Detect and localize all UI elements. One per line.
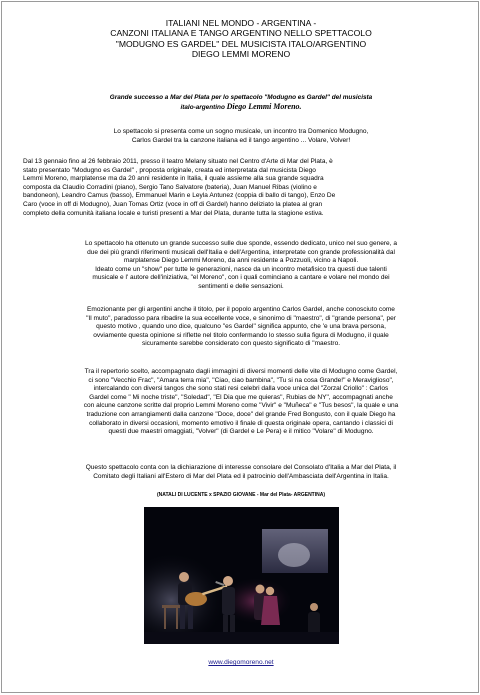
text-line: collaborato in diversi occasioni, momento emotivo il finale di questa originale opera, cantando i classici di [89,419,393,427]
website-link[interactable]: www.diegomoreno.net [208,659,274,666]
subtitle-artist-name: Diego Lemmi Moreno. [226,102,302,112]
paragraph-1 [23,158,459,218]
text-line: sicuramente sarebbe considerato con questo significato di "maestro. [141,340,341,348]
paragraph-2 [23,240,459,292]
text-line: composta da Claudio Corradini (piano), Sergio Tano Salvatore (bateria), Juan Manuel Ribas (violino e [23,183,317,191]
text-line: stato presentato "Modugno es Gardel" , proposta originale, creata ed interpretata dal musicista Diego [23,166,316,174]
subtitle-line: Grande successo a Mar del Plata per lo spettacolo "Modugno es Gardel" del musicista [109,94,373,101]
text-line: con alcune canzone scritte dal proprio Lemmi Moreno come "Vivir" e "Muñeca" e "Tus besos", la quale e una [83,402,399,410]
photo-illustration [144,507,339,644]
text-line: traduzione con arrangiamenti dalla canzone "Doce, doce" del grande Fred Bongusto, con il quale Diego ha [86,410,396,418]
headline-line: CANZONI ITALIANA E TANGO ARGENTINO NELLO SPETTACOLO [110,28,372,39]
text-line: Caro (voce in off di Modugno), Juan Tomas Ortiz (voce in off di Gardel) hanno deliziato la platea al gran [23,200,323,208]
text-line: ci sono "Vecchio Frac", "Amara terra mia", "Ciao, ciao bambina", "Tu si na cosa Grande!" e Meraviglioso", [88,376,394,384]
text-line: due dei più grandi riferimenti musicali dell'Italia e dell'Argentina, interpretate con grande professionalità dal [87,248,395,256]
text-line: "Il muto", paradosso para ribadire la sua eccellente voce, e sinonimo di "maestro", di "grande persona", per [86,314,396,322]
text-line: Tra il repertorio scelto, accompagnato dagli immagini di diversi momenti delle vite di Modugno come Gardel, [84,368,398,375]
text-line: questo motivo , quando uno dice, qualcuno "es Gardel" significa appunto, che 'e una brava persona, [96,323,386,331]
text-line: marplatense Diego Lemmi Moreno, da anni residente a Pozzuoli, vicino a Napoli. [123,257,359,265]
text-line: ovviamente questa opinione si riflette nel titolo confermando lo stesso sulla figura di Modugno, il quale [93,331,389,339]
headline-line: ITALIANI NEL MONDO - ARGENTINA - [165,18,317,28]
website-link-container [2,659,480,666]
text-line: completo della comunità italiana locale e turisti presenti a Mar del Plata, durante tutta la stagione estiva. [23,209,324,217]
text-line: bandoneon), Leandro Camus (basso), Emmanuel Marin e Leyla Antunez (coppia di ballo di tango), Enzo De [23,192,336,200]
text-line: Lo spettacolo ha ottenuto un grande successo sulle due sponde, essendo dedicato, unico nel suo genere, a [85,240,397,247]
headline-line: DIEGO LEMMI MORENO [191,49,291,60]
document-page [1,1,479,693]
subtitle-prefix: italo-argentino [180,104,225,112]
article-headline [32,18,450,60]
text-line: sentimenti e delle sensazioni. [198,282,284,290]
text-line: questi due maestri omaggiati, "Volver" (di Gardel e Le Pera) e il mitico "Volare" di Modugno. [108,428,374,436]
stage-performance-photo [144,507,339,644]
intro-paragraph [23,128,459,145]
article-subtitle [42,93,440,112]
text-line: Gardel come " Mi noche triste", "Soledad", "El Dia que me quieras", Rubias de NY", accompagnati anche [89,393,393,401]
text-line: Ideato come un "show" per tutte le generazioni, nasce da un incontro metafisico tra questi due talenti [95,265,387,273]
text-line: Dal 13 gennaio fino al 26 febbraio 2011, presso il teatro Melany situato nel Centro d'Arte di Mar del Plata, è [23,158,333,165]
text-line: Comitato degli Italiani all'Estero di Mar del Plata ed il patrocinio dell'Ambasciata dell'Argentina in Italia. [93,472,389,480]
text-line: Emozionante per gli argentini anche il titolo, per il popolo argentino Carlos Gardel, anche conosciuto come [87,306,395,313]
subtitle-line [42,102,440,112]
text-line: musicale e l' autore dell'iniziativa, "el Moreno", con i quali cominciano a cantare e volare nel mondo dei [92,274,390,282]
headline-line: "MODUGNO ES GARDEL" DEL MUSICISTA ITALO/ARGENTINO [115,38,367,49]
text-line: intercalando con diversi tangos che sono stati resi celebri dalla voce unica del "Zorzal Criollo" : Carlos [93,385,389,393]
text-line: Carlos Gardel tra la canzone italiana ed il tango argentino ... Volare, Volver! [131,136,351,144]
paragraph-3 [23,306,459,349]
paragraph-4 [23,368,459,437]
photo-credit: (NATALI DI LUCENTE x SPAZIO GIOVANE - Mar del Plata- ARGENTINA) [156,492,326,498]
text-line: Lo spettacolo si presenta come un sogno musicale, un incontro tra Domenico Modugno, [113,128,369,135]
paragraph-5 [23,464,459,481]
text-line: Lemmi Moreno, marplatense ma da 20 anni residente in Italia, il quale assieme alla sua grande squadra [23,175,324,183]
text-line: Questo spettacolo conta con la dichiarazione di interesse consolare del Consolato d'Italia a Mar del Plata, il [85,464,397,471]
